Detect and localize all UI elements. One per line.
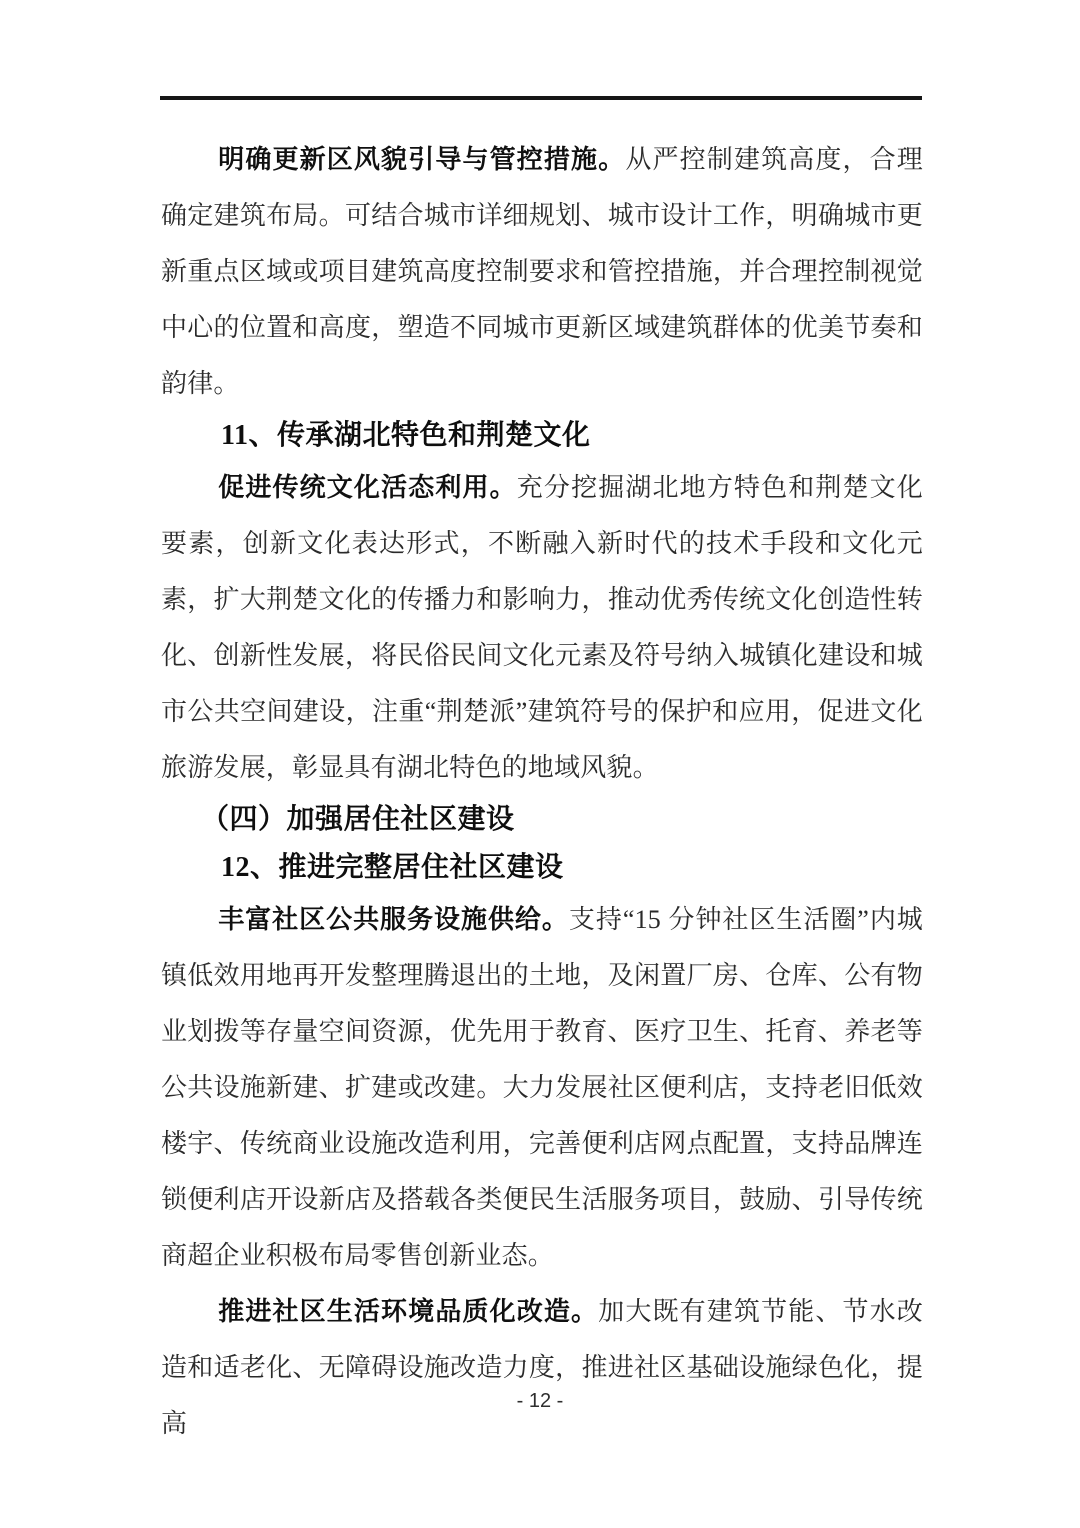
- paragraph-text-living-quality: 加大既有建筑节能、节水改造和适老化、无障碍设施改造力度，推进社区基础设施绿色化，提高: [161, 1297, 923, 1438]
- header-rule: [160, 96, 922, 100]
- page-number: - 12 -: [516, 1390, 564, 1412]
- paragraph-community-services: [161, 892, 923, 1284]
- paragraph-text-culture-utilization: 充分挖掘湖北地方特色和荆楚文化要素，创新文化表达形式，不断融入新时代的技术手段和文化元素，扩大荆楚文化的传播力和影响力，推动优秀传统文化创造性转化、创新性发展，将民俗民间文化元素及符号纳入城镇化建设和城市公共空间建设，注重“荆楚派”建筑符号的保护和应用，促进文化旅游发展，彰显具有湖北特色的地域风貌。: [161, 473, 923, 782]
- heading-section-4: （四）加强居住社区建设: [201, 804, 515, 835]
- paragraph-culture-utilization: [161, 460, 923, 796]
- paragraph-lead-community-services: 丰富社区公共服务设施供给。: [218, 905, 569, 934]
- paragraph-lead-renewal-measures: 明确更新区风貌引导与管控措施。: [218, 145, 626, 174]
- paragraph-text-community-services: 支持“15 分钟社区生活圈”内城镇低效用地再开发整理腾退出的土地，及闲置厂房、仓库、公有物业划拨等存量空间资源，优先用于教育、医疗卫生、托育、养老等公共设施新建、扩建或改建。大力发展社区便利店，支持老旧低效楼宇、传统商业设施改造利用，完善便利店网点配置，支持品牌连锁便利店开设新店及搭载各类便民生活服务项目，鼓励、引导传统商超企业积极布局零售创新业态。: [161, 905, 923, 1270]
- paragraph-lead-culture-utilization: 促进传统文化活态利用。: [218, 473, 517, 502]
- paragraph-text-renewal-measures: 从严控制建筑高度，合理确定建筑布局。可结合城市详细规划、城市设计工作，明确城市更新重点区域或项目建筑高度控制要求和管控措施，并合理控制视觉中心的位置和高度，塑造不同城市更新区域建筑群体的优美节奏和韵律。: [161, 145, 923, 398]
- paragraph-renewal-measures: [161, 132, 923, 412]
- document-body: [161, 132, 923, 1452]
- heading-item-12: 12、推进完整居住社区建设: [221, 852, 564, 883]
- paragraph-lead-living-quality: 推进社区生活环境品质化改造。: [218, 1297, 599, 1326]
- heading-item-11: 11、传承湖北特色和荆楚文化: [221, 420, 591, 451]
- paragraph-living-quality: [161, 1284, 923, 1452]
